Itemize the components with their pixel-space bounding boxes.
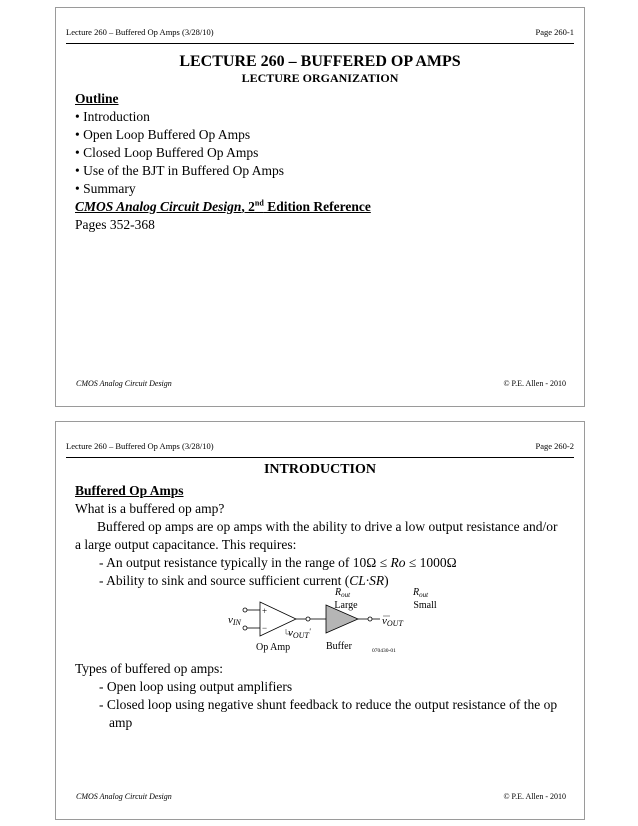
plus-terminal-label: +: [262, 606, 268, 616]
rout-small-sub: out: [419, 591, 429, 599]
header-page-number: Page 260-1: [535, 27, 574, 37]
opamp-output-node: [306, 617, 310, 621]
rout-small-label: Small: [413, 600, 437, 611]
types-heading: Types of buffered op amps:: [75, 661, 224, 676]
slide-page-2: [55, 421, 585, 820]
reference-edition-suffix: nd: [254, 198, 264, 208]
figure-id: 070430-01: [372, 648, 396, 654]
rout-large-symbol: [334, 588, 351, 599]
type-closed-loop-cont: amp: [109, 715, 133, 730]
buffer-output-node: [368, 617, 372, 621]
minus-terminal-label: −: [262, 623, 268, 633]
definition-text-line2: a large output capacitance. This requires:: [75, 537, 297, 552]
vin-label: [228, 614, 242, 627]
outline-heading: Outline: [75, 91, 119, 106]
outline-item: • Open Loop Buffered Op Amps: [75, 127, 251, 142]
intro-question: What is a buffered op amp?: [75, 501, 225, 516]
lecture-subtitle: LECTURE ORGANIZATION: [241, 71, 399, 85]
header-divider: [66, 43, 574, 44]
vin-sub: IN: [232, 618, 241, 627]
requirement-output-resistance: [75, 554, 578, 572]
rout-large-sub: out: [341, 591, 351, 599]
footer-course-name: CMOS Analog Circuit Design: [76, 379, 172, 388]
definition-text-line1: Buffered op amps are op amps with the ability to drive a low output resistance and/or: [97, 519, 558, 534]
requirement-text-end: ≤ 1000Ω: [405, 555, 457, 570]
types-block: [75, 660, 578, 732]
outline-block: [75, 90, 578, 234]
outline-item: • Introduction: [75, 109, 150, 124]
input-terminal-minus: [243, 626, 247, 630]
intro-block: [75, 482, 578, 590]
reference-edition-text: Edition Reference: [263, 199, 371, 214]
outline-item: • Closed Loop Buffered Op Amps: [75, 145, 259, 160]
opamp-label: Op Amp: [256, 642, 291, 653]
lecture-title: LECTURE 260 – BUFFERED OP AMPS: [179, 53, 461, 70]
header-lecture-title: Lecture 260 – Buffered Op Amps (3/28/10): [66, 441, 214, 451]
vout-v: v: [382, 615, 387, 627]
page-footer: [76, 792, 566, 804]
reference-edition-number: , 2: [241, 199, 255, 214]
vout-prime-v: v: [288, 627, 293, 639]
header-divider: [66, 457, 574, 458]
page-footer: [76, 379, 566, 391]
footer-copyright: © P.E. Allen - 2010: [503, 379, 566, 388]
type-closed-loop: - Closed loop using negative shunt feedback to reduce the output resistance of the op: [99, 697, 558, 712]
buffer-label: Buffer: [326, 641, 352, 652]
input-terminal-plus: [243, 608, 247, 612]
cl-sr-variable: CL·SR: [349, 573, 385, 588]
header-page-number: Page 260-2: [535, 441, 574, 451]
footer-copyright: © P.E. Allen - 2010: [503, 792, 566, 801]
page-header: [66, 441, 574, 453]
page-header: [66, 27, 574, 39]
textbook-title: CMOS Analog Circuit Design: [75, 199, 242, 214]
requirement-text: - Ability to sink and source sufficient current (: [99, 573, 350, 588]
section-heading: Buffered Op Amps: [75, 483, 184, 498]
requirement-text: - An output resistance typically in the range of 10Ω ≤: [99, 555, 391, 570]
outline-item: • Summary: [75, 181, 136, 196]
vout-prime-label: [288, 627, 311, 640]
rout-small-symbol: [412, 588, 429, 599]
vin-v: v: [228, 614, 233, 626]
type-open-loop: - Open loop using output amplifiers: [99, 679, 293, 694]
rout-small-r: R: [413, 588, 420, 598]
slide-page-1: [55, 7, 585, 407]
textbook-reference: [75, 198, 578, 216]
rout-large-r: R: [335, 588, 342, 598]
ro-variable: Ro: [390, 555, 406, 570]
section-title: INTRODUCTION: [263, 462, 376, 477]
footer-course-name: CMOS Analog Circuit Design: [76, 792, 172, 801]
reference-pages: Pages 352-368: [75, 217, 155, 232]
outline-item: • Use of the BJT in Buffered Op Amps: [75, 163, 284, 178]
buffered-op-amp-diagram: [226, 588, 456, 660]
vout-prime-sub: OUT: [292, 631, 309, 640]
header-lecture-title: Lecture 260 – Buffered Op Amps (3/28/10): [66, 27, 214, 37]
rout-large-label: Large: [334, 600, 358, 611]
vout-label: [382, 615, 403, 628]
vout-sub: OUT: [386, 619, 403, 628]
vout-prime-mark: ': [308, 627, 311, 636]
requirement-text-end: ): [384, 573, 389, 588]
